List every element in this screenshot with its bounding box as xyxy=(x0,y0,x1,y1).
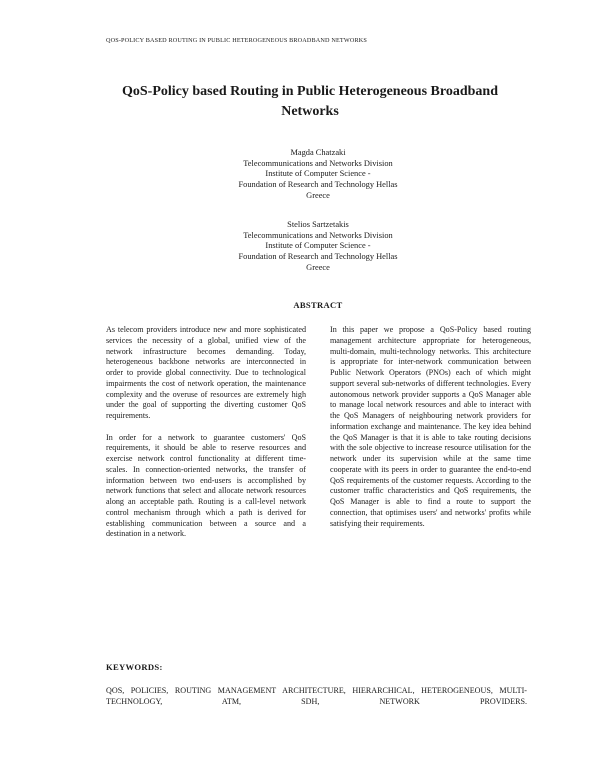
author-name: Stelios Sartzetakis xyxy=(287,220,349,229)
author-division: Telecommunications and Networks Division xyxy=(243,158,393,168)
author-division: Telecommunications and Networks Division xyxy=(243,230,393,240)
keywords-list: QOS, POLICIES, ROUTING MANAGEMENT ARCHITECTURE, HIERARCHICAL, HETEROGENEOUS, MULTI-TECHNOLOGY, ATM, SDH, NETWORK PROVIDERS. xyxy=(106,686,527,706)
author-country: Greece xyxy=(306,262,330,272)
keywords-heading: KEYWORDS: xyxy=(106,662,163,672)
author-foundation: Foundation of Research and Technology Hellas xyxy=(238,180,398,190)
paper-title: QoS-Policy based Routing in Public Heterogeneous Broadband Networks xyxy=(122,84,498,119)
author-block-1 xyxy=(200,148,436,202)
author-foundation: Foundation of Research and Technology Hellas xyxy=(238,252,398,262)
author-institute: Institute of Computer Science - xyxy=(265,241,371,251)
abstract-paragraph: In this paper we propose a QoS-Policy based routing management architecture appropriate for heterogeneous, multi-domain, multi-technology networks. This architecture is appropriate for inter-network communication between Public Network Operators (PNOs) each of which might support several sub-networks of different technologies. Every autonomous network provider supports a QoS Manager able to manage local network resources and able to interact with the QoS Managers of neighbouring network providers for information exchange and maintenance. The key idea behind the QoS Manager is that it is able to take routing decisions with the sole objective to increase resource utilisation for the network under its supervision while at the same time cooperate with its peers in order to guarantee the end-to-end QoS requirements of the customer requests. According to the customer traffic characteristics and QoS requirements, the QoS Manager is able to find a route to support the connection, that optimises users' and networks' profits while satisfying their requirements. xyxy=(330,325,531,528)
abstract-paragraph: In order for a network to guarantee customers' QoS requirements, it should be able to reserve resources and exercise network control functionality at different time-scales. In connection-oriented networks, the transfer of information between two end-users is accomplished by network functions that select and allocate network resources along an acceptable path. Routing is a call-level network control mechanism through which a path is derived for establishing communication between a source and a destination in a network. xyxy=(106,432,306,539)
author-country: Greece xyxy=(306,190,330,200)
author-block-2 xyxy=(200,220,436,274)
abstract-paragraph: As telecom providers introduce new and more sophisticated services the necessity of a global, unified view of the network infrastructure becomes demanding. Today, heterogeneous backbone networks are interconnected in order to provide global connectivity. Due to technological impairments the cost of network operation, the maintenance complexity and the overuse of resources are extremely high under the goal of supporting the diverting customer QoS requirements. xyxy=(106,325,306,420)
running-head: QOS-POLICY BASED ROUTING IN PUBLIC HETEROGENEOUS BROADBAND NETWORKS xyxy=(106,37,367,44)
author-name: Magda Chatzaki xyxy=(290,148,346,157)
abstract-heading: ABSTRACT xyxy=(293,300,343,310)
abstract-left-column xyxy=(106,325,306,551)
abstract-right-column xyxy=(330,325,531,540)
author-institute: Institute of Computer Science - xyxy=(265,169,371,179)
